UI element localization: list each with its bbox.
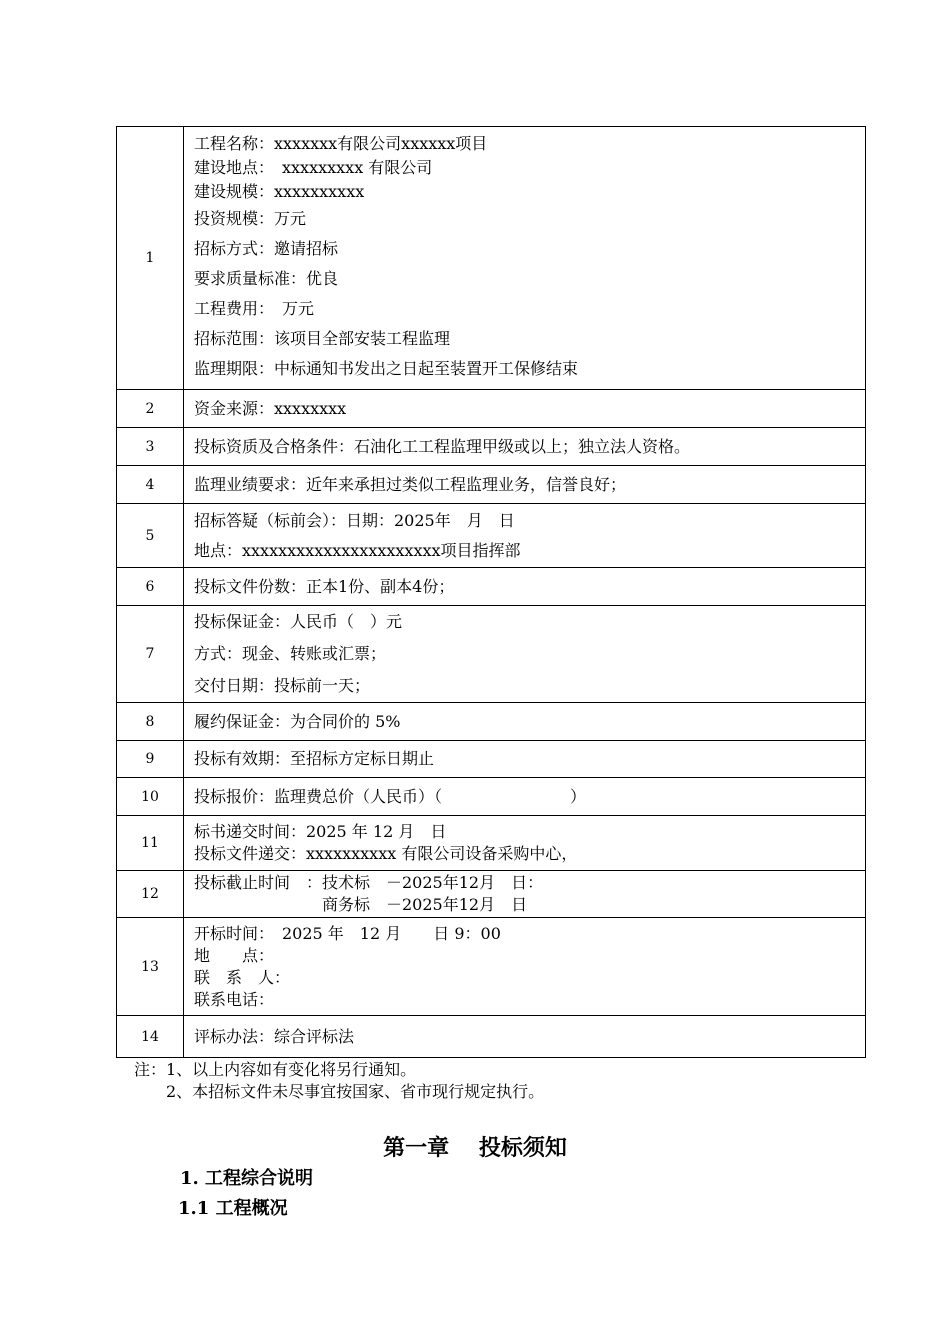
note-2: 2、本招标文件未尽事宜按国家、省市现行规定执行。 [134,1082,545,1101]
row-content [184,606,866,703]
table-row [117,428,866,466]
content-line: 联系电话： [194,989,275,1009]
notes [134,1059,544,1103]
content-line: 交付日期：投标前一天； [194,676,371,695]
content-line: 建设地点： xxxxxxxxx 有限公司 [194,158,433,177]
content-line: 地点：xxxxxxxxxxxxxxxxxxxxxx项目指挥部 [194,540,521,560]
row-number: 6 [117,568,184,606]
row-content [184,741,866,778]
chapter-title: 第一章 投标须知 [383,1135,567,1161]
section-heading-1-1: 1.1 工程概况 [178,1198,288,1219]
row-content [184,504,866,568]
table-row [117,390,866,428]
content-line: 联 系 人： [194,967,291,987]
row-number: 13 [117,918,184,1016]
content-line: 要求质量标准：优良 [194,269,339,288]
content-line: 投标资质及合格条件：石油化工工程监理甲级或以上；独立法人资格。 [194,436,691,456]
content-line: 投标报价：监理费总价（人民币）（ ） [194,786,587,806]
content-line: 投标文件份数：正本1份、副本4份； [194,576,455,596]
row-content [184,1016,866,1058]
content-line: 方式：现金、转账或汇票； [194,644,387,663]
row-number: 7 [117,606,184,703]
row-content [184,703,866,741]
content-line: 商务标 －2025年12月 日 [194,895,528,914]
table-row [117,703,866,741]
table-row [117,918,866,1016]
row-content [184,778,866,816]
row-number: 2 [117,390,184,428]
content-line: 履约保证金：为合同价的 5% [194,711,401,731]
bid-info-table [116,126,866,1058]
content-line: 资金来源：xxxxxxxx [194,398,347,418]
row-content [184,390,866,428]
table-row [117,741,866,778]
content-line: 建设规模：xxxxxxxxxx [194,182,365,201]
content-line: 工程费用： 万元 [194,299,315,318]
table-row [117,1016,866,1058]
row-number: 14 [117,1016,184,1058]
content-line: 招标答疑（标前会）：日期：2025年 月 日 [194,510,515,530]
row-number: 11 [117,816,184,871]
row-number: 10 [117,778,184,816]
table-row [117,816,866,871]
row-number: 4 [117,466,184,504]
table-row [117,127,866,390]
content-line: 投标截止时间 ：技术标 －2025年12月 日： [194,873,544,892]
table-row [117,606,866,703]
note-1: 注：1、以上内容如有变化将另行通知。 [134,1060,417,1079]
content-line: 监理业绩要求：近年来承担过类似工程监理业务，信誉良好； [194,474,627,494]
table-row [117,568,866,606]
content-line: 地 点： [194,945,275,965]
content-line: 工程名称：xxxxxxx有限公司xxxxxx项目 [194,134,488,153]
table-row [117,778,866,816]
row-content [184,568,866,606]
row-content [184,871,866,918]
table-row [117,504,866,568]
content-line: 投标文件递交：xxxxxxxxxx 有限公司设备采购中心， [194,844,578,863]
table-row [117,871,866,918]
table-row [117,466,866,504]
row-content [184,428,866,466]
content-line: 评标办法：综合评标法 [194,1026,355,1046]
content-line: 投资规模：万元 [194,209,307,228]
row-number: 1 [117,127,184,390]
row-number: 5 [117,504,184,568]
row-content [184,918,866,1016]
content-line: 投标保证金：人民币（ ）元 [194,612,403,631]
row-number: 9 [117,741,184,778]
content-line: 标书递交时间：2025 年 12 月 日 [194,822,447,841]
row-content [184,466,866,504]
content-line: 招标方式：邀请招标 [194,239,339,258]
content-line: 招标范围：该项目全部安装工程监理 [194,329,451,348]
row-number: 12 [117,871,184,918]
row-content [184,816,866,871]
section-heading-1: 1. 工程综合说明 [180,1168,314,1189]
content-line: 开标时间： 2025 年 12 月 日 9：00 [194,923,501,943]
row-content [184,127,866,390]
content-line: 投标有效期：至招标方定标日期止 [194,749,435,768]
row-number: 3 [117,428,184,466]
content-line: 监理期限：中标通知书发出之日起至装置开工保修结束 [194,359,579,378]
row-number: 8 [117,703,184,741]
